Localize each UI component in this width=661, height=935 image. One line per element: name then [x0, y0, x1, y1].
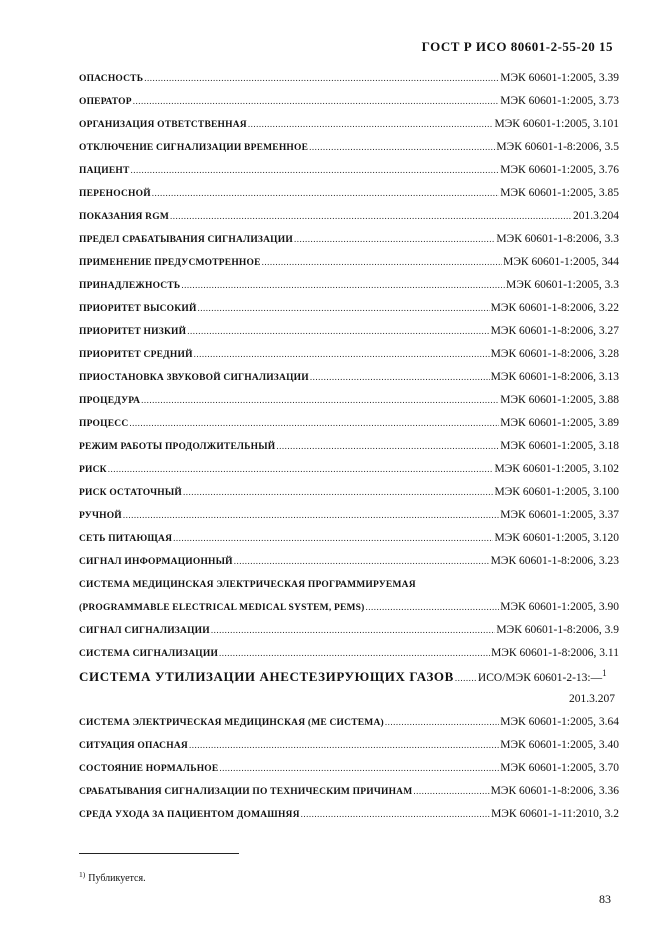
leader-dots: [219, 642, 490, 665]
index-term: СИСТЕМА МЕДИЦИНСКАЯ ЭЛЕКТРИЧЕСКАЯ ПРОГРАММИРУЕМАЯ: [79, 580, 416, 590]
index-entry: [79, 504, 619, 527]
leader-dots: [294, 228, 495, 251]
leader-dots: [131, 159, 500, 182]
index-ref-text: ИСО/МЭК 60601-2-13:—: [477, 672, 603, 684]
leader-dots: [198, 297, 490, 320]
footnote-text: Публикуется.: [88, 873, 146, 884]
index-entry-agss: [79, 665, 619, 688]
leader-dots: [234, 550, 490, 573]
index-entry: [79, 550, 619, 573]
index-entry: [79, 205, 619, 228]
term-index: [79, 67, 619, 826]
index-ref: МЭК 60601-1-8:2006, 3.36: [490, 785, 619, 797]
index-term: РУЧНОЙ: [79, 511, 122, 521]
index-entry: [79, 251, 619, 274]
index-entry: [79, 113, 619, 136]
index-term: ПРИОРИТЕТ ВЫСОКИЙ: [79, 304, 197, 314]
index-ref: МЭК 60601-1-8:2006, 3.3: [496, 233, 619, 245]
index-entry: [79, 711, 619, 734]
index-ref: МЭК 60601-1:2005, 3.88: [500, 394, 619, 406]
index-ref: МЭК 60601-1:2005, 3.39: [500, 72, 619, 84]
index-entry: [79, 734, 619, 757]
index-term: ПРИНАДЛЕЖНОСТЬ: [79, 281, 181, 291]
footnote-rule: [79, 853, 239, 854]
index-ref: МЭК 60601-1:2005, 3.64: [500, 716, 619, 728]
index-ref: МЭК 60601-1:2005, 3.70: [500, 762, 619, 774]
leader-dots: [187, 320, 489, 343]
leader-dots: [385, 711, 499, 734]
index-entry: [79, 67, 619, 90]
leader-dots: [194, 343, 490, 366]
index-ref: МЭК 60601-1:2005, 3.40: [500, 739, 619, 751]
index-entry: [79, 619, 619, 642]
index-ref: МЭК 60601-1-8:2006, 3.9: [496, 624, 619, 636]
index-term: СИСТЕМА УТИЛИЗАЦИИ АНЕСТЕЗИРУЮЩИХ ГАЗОВ: [79, 669, 454, 684]
index-ref: МЭК 60601-1:2005, 3.73: [500, 95, 619, 107]
leader-dots: [262, 251, 502, 274]
index-entry: [79, 274, 619, 297]
index-ref: МЭК 60601-1-8:2006, 3.23: [490, 555, 619, 567]
index-term: СРЕДА УХОДА ЗА ПАЦИЕНТОМ ДОМАШНЯЯ: [79, 810, 300, 820]
index-entry: [79, 297, 619, 320]
leader-dots: [183, 481, 493, 504]
index-term: ПРИОСТАНОВКА ЗВУКОВОЙ СИГНАЛИЗАЦИИ: [79, 373, 309, 383]
index-ref: МЭК 60601-1:2005, 3.102: [494, 463, 619, 475]
index-ref: МЭК 60601-1:2005, 3.101: [494, 118, 619, 130]
index-ref: МЭК 60601-1-8:2006, 3.28: [490, 348, 619, 360]
index-term: СЕТЬ ПИТАЮЩАЯ: [79, 534, 173, 544]
index-term: ПРИОРИТЕТ НИЗКИЙ: [79, 327, 187, 337]
index-ref: МЭК 60601-1-11:2010, 3.2: [491, 808, 619, 820]
index-term: РИСК: [79, 465, 107, 475]
index-entry-agss-cont: [79, 688, 619, 711]
index-ref: МЭК 60601-1:2005, 3.90: [500, 601, 619, 613]
index-entry: [79, 412, 619, 435]
index-entry-pems-line1: [79, 573, 619, 596]
index-term: ПРОЦЕСС: [79, 419, 129, 429]
index-term: РИСК ОСТАТОЧНЫЙ: [79, 488, 183, 498]
index-term: ПАЦИЕНТ: [79, 166, 130, 176]
index-ref: МЭК 60601-1:2005, 3.89: [500, 417, 619, 429]
index-term: ПРИОРИТЕТ СРЕДНИЙ: [79, 350, 193, 360]
leader-dots: [455, 667, 477, 690]
index-ref: МЭК 60601-1-8:2006, 3.22: [490, 302, 619, 314]
index-entry: [79, 458, 619, 481]
index-ref: 201.3.207: [569, 693, 615, 705]
leader-dots: [170, 205, 572, 228]
index-entry: [79, 780, 619, 803]
leader-dots: [276, 435, 499, 458]
index-entry: [79, 366, 619, 389]
index-ref: МЭК 60601-1:2005, 3.37: [500, 509, 619, 521]
index-ref: [478, 667, 607, 690]
leader-dots: [413, 780, 489, 803]
leader-dots: [248, 113, 494, 136]
leader-dots: [108, 458, 494, 481]
index-ref: МЭК 60601-1-8:2006, 3.27: [490, 325, 619, 337]
index-term: СИСТЕМА ЭЛЕКТРИЧЕСКАЯ МЕДИЦИНСКАЯ (МЕ СИСТЕМА): [79, 718, 384, 728]
leader-dots: [310, 366, 490, 389]
index-ref: МЭК 60601-1:2005, 3.18: [500, 440, 619, 452]
index-term: СИГНАЛ ИНФОРМАЦИОННЫЙ: [79, 557, 233, 567]
index-entry: [79, 136, 619, 159]
index-ref: 201.3.204: [573, 210, 619, 222]
leader-dots: [133, 90, 500, 113]
index-ref: МЭК 60601-1-8:2006, 3.5: [496, 141, 619, 153]
index-entry: [79, 389, 619, 412]
leader-dots: [189, 734, 499, 757]
running-header: ГОСТ Р ИСО 80601-2-55-20 15: [421, 39, 613, 54]
index-term: РЕЖИМ РАБОТЫ ПРОДОЛЖИТЕЛЬНЫЙ: [79, 442, 276, 452]
index-term: ОТКЛЮЧЕНИЕ СИГНАЛИЗАЦИИ ВРЕМЕННОЕ: [79, 143, 309, 153]
index-entry: [79, 481, 619, 504]
leader-dots: [309, 136, 495, 159]
leader-dots: [181, 274, 505, 297]
leader-dots: [301, 803, 490, 826]
index-entry: [79, 527, 619, 550]
leader-dots: [173, 527, 493, 550]
index-entry-pems-line2: [79, 596, 619, 619]
index-entry: [79, 803, 619, 826]
leader-dots: [152, 182, 499, 205]
index-ref: МЭК 60601-1:2005, 3.85: [500, 187, 619, 199]
footnote: [79, 869, 146, 884]
index-ref: МЭК 60601-1:2005, 3.120: [494, 532, 619, 544]
index-entry: [79, 757, 619, 780]
footnote-mark: 1): [79, 869, 86, 879]
index-ref: МЭК 60601-1-8:2006, 3.13: [490, 371, 619, 383]
index-entry: [79, 435, 619, 458]
index-entry: [79, 320, 619, 343]
index-term: (PROGRAMMABLE ELECTRICAL MEDICAL SYSTEM, PEMS): [79, 603, 365, 613]
leader-dots: [366, 596, 500, 619]
index-term: СОСТОЯНИЕ НОРМАЛЬНОЕ: [79, 764, 219, 774]
index-term: ПРЕДЕЛ СРАБАТЫВАНИЯ СИГНАЛИЗАЦИИ: [79, 235, 293, 245]
index-term: СРАБАТЫВАНИЯ СИГНАЛИЗАЦИИ ПО ТЕХНИЧЕСКИМ ПРИЧИНАМ: [79, 787, 413, 797]
leader-dots: [129, 412, 499, 435]
index-entry: [79, 90, 619, 113]
index-term: СИТУАЦИЯ ОПАСНАЯ: [79, 741, 188, 751]
index-term: ПОКАЗАНИЯ RGM: [79, 212, 169, 222]
footnote-marker: 1: [602, 668, 607, 679]
index-term: ПЕРЕНОСНОЙ: [79, 189, 151, 199]
index-entry: [79, 343, 619, 366]
index-entry: [79, 159, 619, 182]
leader-dots: [219, 757, 499, 780]
leader-dots: [211, 619, 496, 642]
index-term: СИГНАЛ СИГНАЛИЗАЦИИ: [79, 626, 210, 636]
index-ref: МЭК 60601-1:2005, 344: [503, 256, 619, 268]
index-term: СИСТЕМА СИГНАЛИЗАЦИИ: [79, 649, 219, 659]
index-entry: [79, 228, 619, 251]
index-term: ОРГАНИЗАЦИЯ ОТВЕТСТВЕННАЯ: [79, 120, 247, 130]
index-ref: МЭК 60601-1:2005, 3.76: [500, 164, 619, 176]
index-term: ОПАСНОСТЬ: [79, 74, 144, 84]
leader-dots: [123, 504, 499, 527]
index-term: ПРОЦЕДУРА: [79, 396, 141, 406]
index-ref: МЭК 60601-1:2005, 3.100: [494, 486, 619, 498]
index-ref: МЭК 60601-1:2005, 3.3: [505, 279, 619, 291]
index-entry: [79, 182, 619, 205]
leader-dots: [141, 389, 499, 412]
index-term: ПРИМЕНЕНИЕ ПРЕДУСМОТРЕННОЕ: [79, 258, 261, 268]
leader-dots: [144, 67, 499, 90]
index-entry: [79, 642, 619, 665]
index-ref: МЭК 60601-1-8:2006, 3.11: [491, 647, 619, 659]
page-number: 83: [599, 892, 611, 906]
index-term: ОПЕРАТОР: [79, 97, 132, 107]
